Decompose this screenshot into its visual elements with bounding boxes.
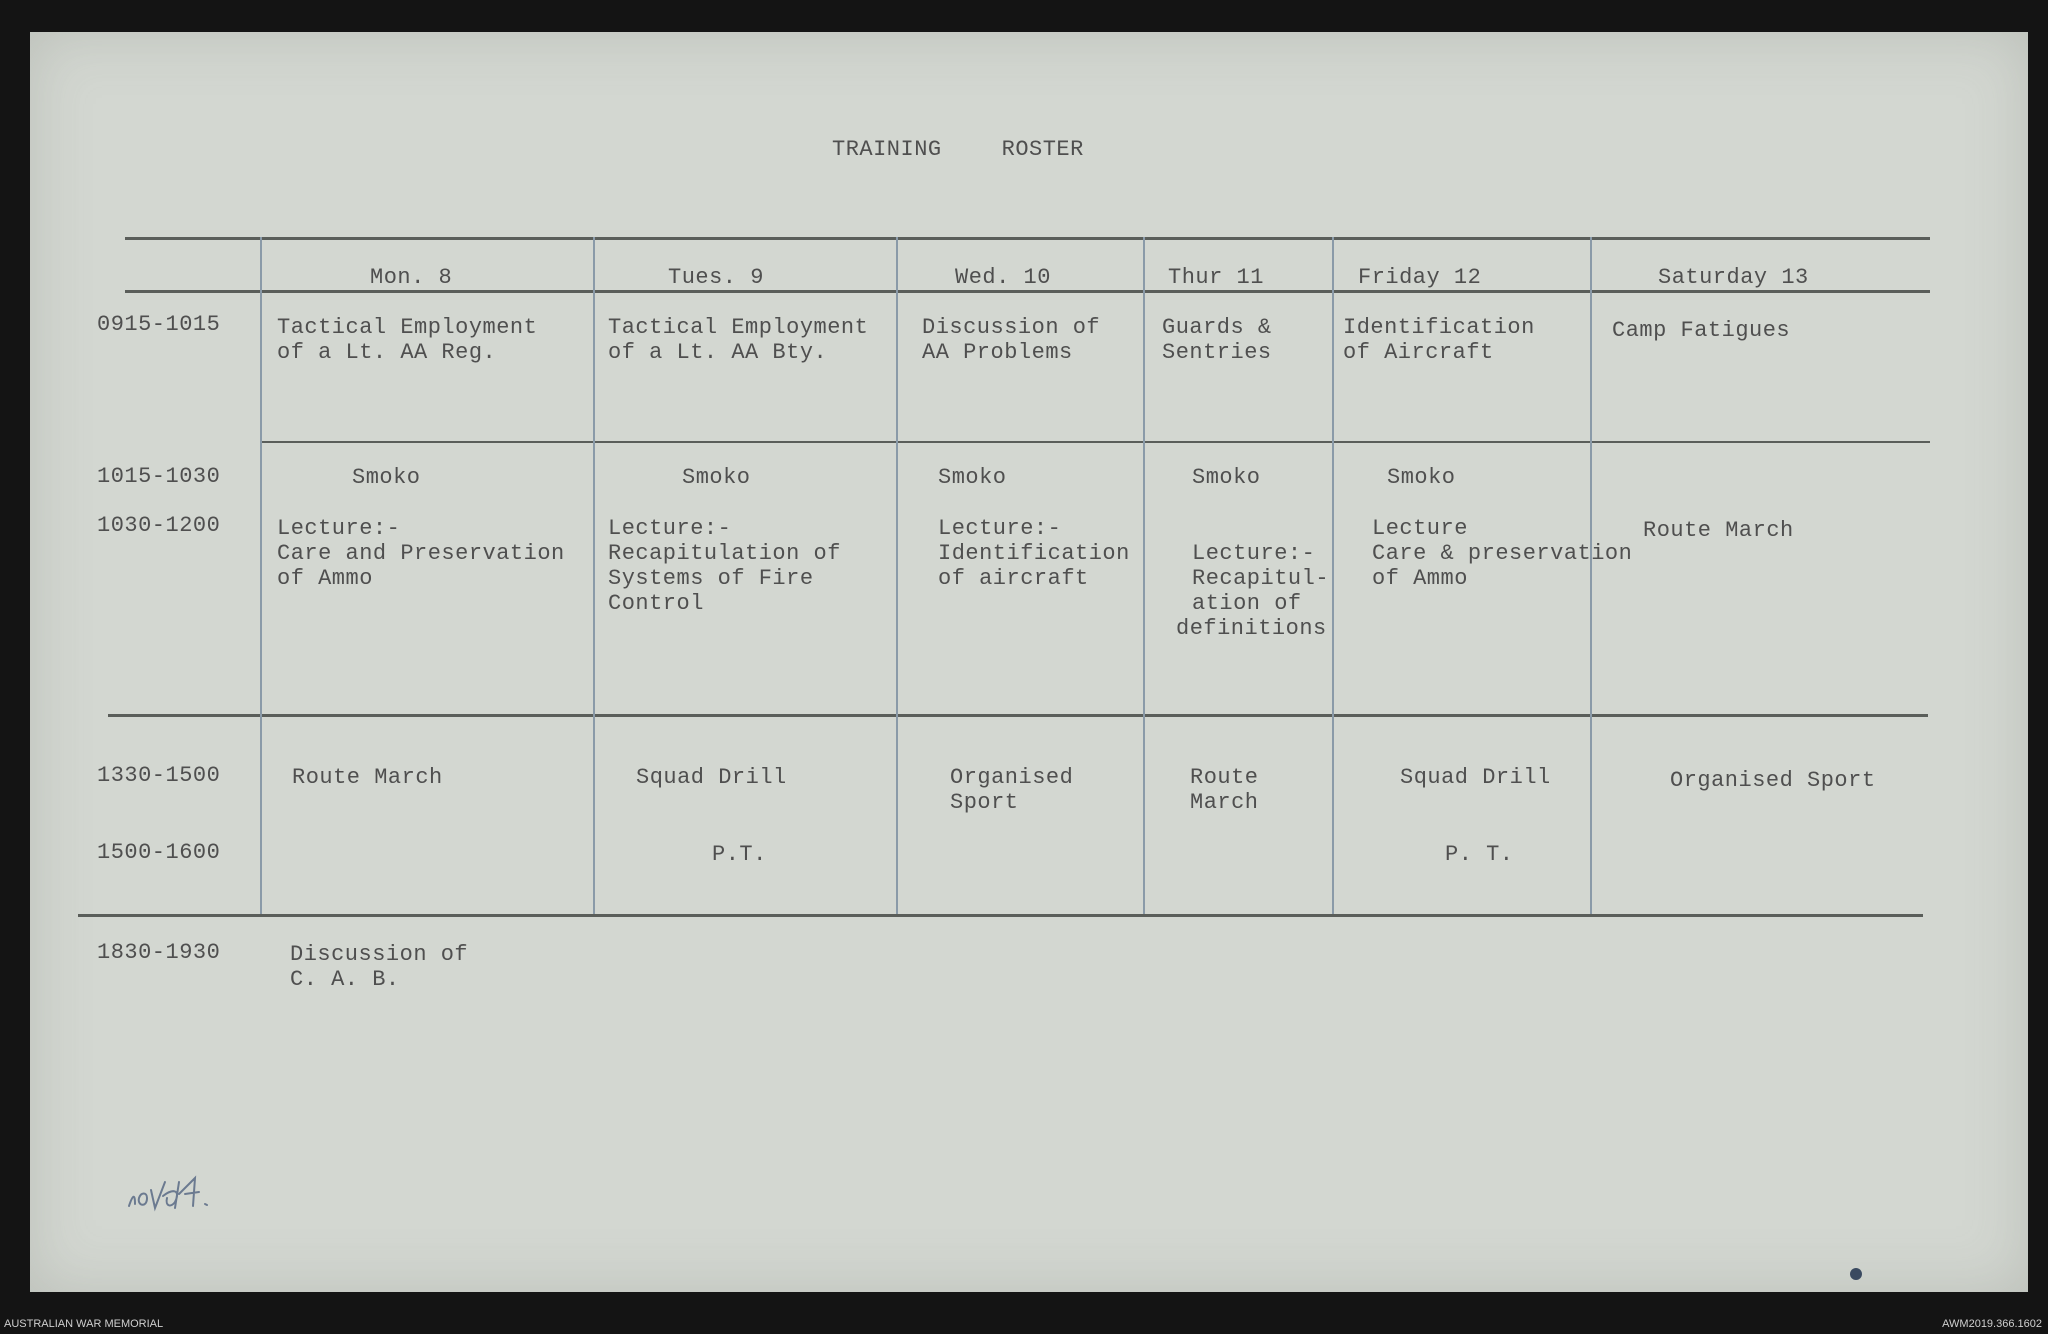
day-header-sat: Saturday 13 [1658,265,1809,290]
column-divider [1143,237,1145,914]
smoko-thur: Smoko [1192,465,1261,490]
column-divider [260,237,262,914]
handwritten-initials-icon [125,1168,235,1218]
slot1-mon: Tactical Employment of a Lt. AA Reg. [277,315,538,365]
column-divider [896,237,898,914]
column-divider [593,237,595,914]
midday-rule [108,714,1928,717]
slot4-tues: Squad Drill [636,765,787,790]
slot4-mon: Route March [292,765,443,790]
morning-rule [260,441,1930,443]
slot3-thur: Lecture:- Recapitul- ation of definitions [1176,541,1330,641]
smoko-wed: Smoko [938,465,1007,490]
day-header-fri: Friday 12 [1358,265,1482,290]
time-label: 1330-1500 [97,763,221,788]
smoko-fri: Smoko [1387,465,1456,490]
slot4-wed: Organised Sport [950,765,1074,815]
slot1-thur: Guards & Sentries [1162,315,1272,365]
document-page [30,32,2028,1292]
day-header-wed: Wed. 10 [955,265,1051,290]
day-header-thur: Thur 11 [1168,265,1264,290]
slot4-fri: Squad Drill [1400,765,1551,790]
slot4-thur: Route March [1190,765,1259,815]
time-label: 1015-1030 [97,464,221,489]
day-header-tues: Tues. 9 [668,265,764,290]
slot3-sat: Route March [1643,518,1794,543]
time-label: 1030-1200 [97,513,221,538]
slot3-mon: Lecture:- Care and Preservation of Ammo [277,516,565,591]
header-bottom-rule [125,290,1930,293]
smoko-mon: Smoko [352,465,421,490]
evening-activity: Discussion of C. A. B. [290,942,469,992]
document-title [832,137,1084,162]
smoko-tues: Smoko [682,465,751,490]
time-label: 1500-1600 [97,840,221,865]
slot5-fri: P. T. [1445,842,1514,867]
slot1-fri: Identification of Aircraft [1343,315,1535,365]
slot5-tues: P.T. [712,842,767,867]
slot3-fri: Lecture Care & preservation of Ammo [1372,516,1633,591]
day-header-mon: Mon. 8 [370,265,453,290]
footer-institution: AUSTRALIAN WAR MEMORIAL [4,1318,164,1330]
time-label: 0915-1015 [97,312,221,337]
table-bottom-rule [78,914,1923,917]
ink-spot [1850,1268,1862,1280]
slot3-wed: Lecture:- Identification of aircraft [938,516,1130,591]
column-divider [1332,237,1334,914]
slot1-tues: Tactical Employment of a Lt. AA Bty. [608,315,869,365]
slot1-wed: Discussion of AA Problems [922,315,1101,365]
title-word-training: TRAINING [832,137,942,162]
table-top-rule [125,237,1930,240]
slot3-tues: Lecture:- Recapitulation of Systems of Fire Control [608,516,841,616]
time-label: 1830-1930 [97,940,221,965]
title-word-roster: ROSTER [1001,137,1084,162]
slot4-sat: Organised Sport [1670,768,1876,793]
footer-accession-number: AWM2019.366.1602 [1942,1318,2042,1330]
slot1-sat: Camp Fatigues [1612,318,1791,343]
